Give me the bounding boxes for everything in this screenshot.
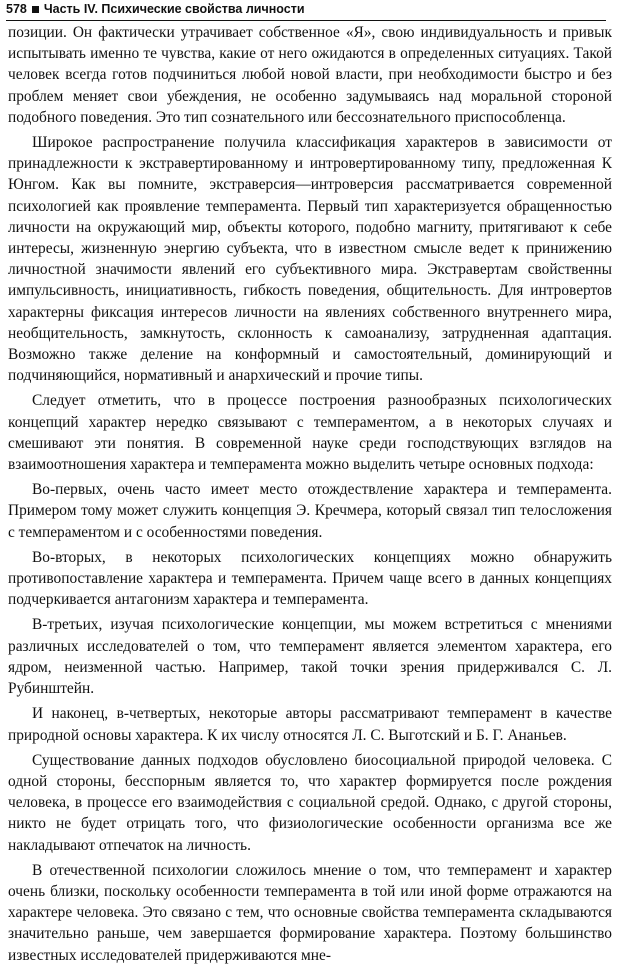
square-bullet-icon (32, 6, 39, 13)
paragraph: В-третьих, изучая психологические концепции, мы можем встретиться с мнениями различных исследователей о том, что темперамент является элементом характера, его ядром, неизменной частью. Например, такой точки зрения придерживался С. Л. Рубинштейн. (8, 616, 612, 698)
paragraph: Существование данных подходов обусловлено биосоциальной природой человека. С одной стороны, бесспорным является то, что характер формируется после рождения человека, в процессе его взаимодействия с социальной средой. Однако, с другой стороны, никто не будет отрицать того, что физиологические особенности организма все же накладывают отпечаток на личность. (8, 751, 612, 854)
paragraph: В отечественной психологии сложилось мнение о том, что темперамент и характер очень близки, поскольку особенности темперамента в той или иной форме отражаются на характере человека. Это связано с тем, что основные свойства темперамента складываются значительно раньше, чем завершается формирование характера. Поэтому большинство известных исследователей придерживаются мне- (8, 861, 612, 964)
paragraph: Широкое распространение получила классификация характеров в зависимости от принадлежности к экстравертированному и интровертированному типу, предложенная К Юнгом. Как вы помните, экстраверсия—интроверсия рассматривается современной психологией как проявление темперамента. Первый тип характеризуется обращенностью личности на окружающий мир, объекты которого, подобно магниту, притягивают к себе интересы, жизненную энергию субъекта, что в известном смысле ведет к принижению личностной значимости явлений его субъективного мира. Экстравертам свойственны импульсивность, инициативность, гибкость поведения, общительность. Для интровертов характерны фиксация интересов личности на явлениях собственного внутреннего мира, необщительность, замкнутость, склонность к самоанализу, затрудненная адаптация. Возможно также деление на конформный и самостоятельный, доминирующий и подчиняющийся, нормативный и анархический и прочие типы. (8, 134, 612, 385)
body-text (8, 22, 612, 970)
paragraph: Следует отметить, что в процессе построения разнообразных психологических концепций характер нередко связывают с темпераментом, а в некоторых случаях и смешивают эти понятия. В современной науке среди господствующих взглядов на взаимоотношения характера и темперамента можно выделить четыре основных подхода: (8, 392, 612, 474)
part-title: Часть IV. Психические свойства личности (43, 2, 305, 16)
running-header (6, 0, 606, 21)
paragraph: И наконец, в-четвертых, некоторые авторы рассматривают темперамент в качестве природной основы характера. К их числу относятся Л. С. Выготский и Б. Г. Ананьев. (8, 705, 612, 744)
paragraph: Во-первых, очень часто имеет место отождествление характера и темперамента. Примером тому может служить концепция Э. Кречмера, который связал тип телосложения с темпераментом и с особенностями поведения. (8, 481, 612, 541)
paragraph: позиции. Он фактически утрачивает собственное «Я», свою индивидуальность и привык испытывать именно те чувства, какие от него ожидаются в определенных ситуациях. Такой человек всегда готов подчиниться любой новой власти, при необходимости быстро и без проблем меняет свои убеждения, не особенно задумываясь над моральной стороной подобного поведения. Это тип сознательного или бессознательного приспособленца. (8, 24, 612, 126)
paragraph: Во-вторых, в некоторых психологических концепциях можно обнаружить противопоставление характера и темперамента. Причем чаще всего в данных концепциях подчеркивается антагонизм характера и темперамента. (8, 548, 612, 609)
page-number: 578 (6, 2, 27, 16)
